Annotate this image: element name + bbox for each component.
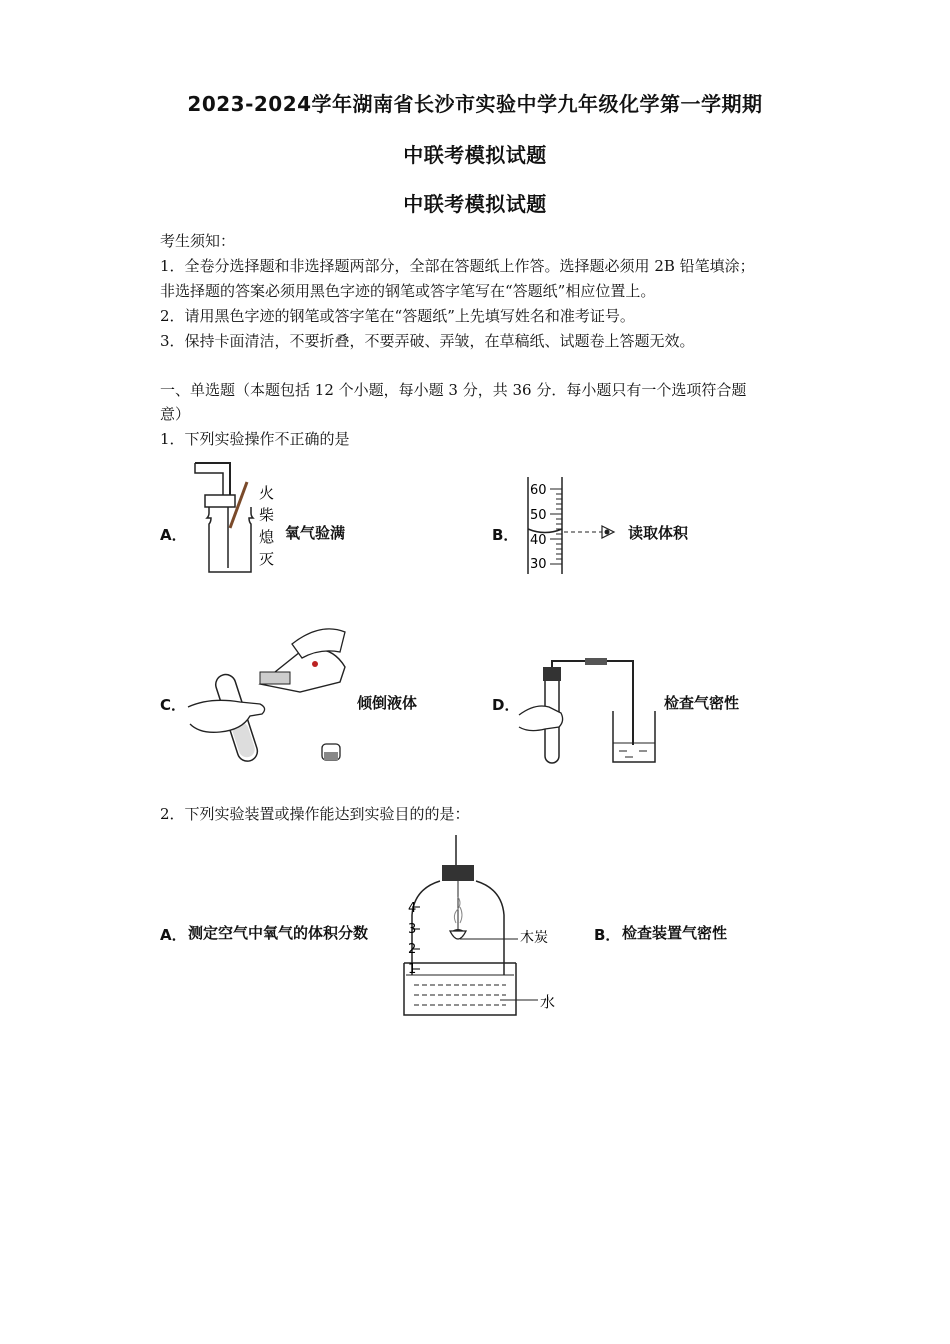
q2-option-a-letter: A． [160,926,187,944]
page-title: 2023-2024学年湖南省长沙市实验中学九年级化学第一学期期 [187,92,763,116]
page-subtitle-repeat: 中联考模拟试题 [403,192,547,216]
scale-40: 40 [530,533,547,548]
airtightness-figure [515,655,665,770]
match-label-4: 灭 [259,550,275,568]
q1-option-d-label: 检查气密性 [664,694,740,712]
section-heading-cont: 意） [160,405,191,423]
charcoal-label: 木炭 [520,930,548,946]
scale-60: 60 [530,483,547,498]
oxygen-volume-figure [400,835,565,1020]
section-heading: 一、单选题（本题包括 12 个小题，每小题 3 分，共 36 分．每小题只有一个选项符合题 [160,381,747,399]
notice-heading: 考生须知： [160,232,236,250]
q2-option-a-label: 测定空气中氧气的体积分数 [188,924,369,942]
scale-30: 30 [530,557,547,572]
oxygen-test-figure [185,460,295,580]
question-2-stem: 2．下列实验装置或操作能达到实验目的的是： [160,805,470,823]
scale-3: 3 [408,922,417,937]
q1-option-a-label: 氧气验满 [285,524,346,542]
q2-option-b-letter: B． [594,926,621,944]
match-label-1: 火 [259,484,275,502]
q1-option-b-letter: B． [492,526,519,544]
match-label-3: 熄 [259,528,275,546]
q1-option-c-label: 倾倒液体 [357,694,418,712]
notice-item-2: 2．请用黑色字迹的钢笔或答字笔在“答题纸”上先填写姓名和准考证号。 [160,307,635,325]
question-1-stem: 1．下列实验操作不正确的是 [160,430,350,448]
graduated-cylinder-figure [520,472,630,582]
notice-item-1-cont: 非选择题的答案必须用黑色字迹的钢笔或答字笔写在“答题纸”相应位置上。 [160,282,656,300]
q1-option-a-letter: A． [160,526,187,544]
q2-option-b-label: 检查装置气密性 [622,924,728,942]
q1-option-c-letter: C． [160,696,187,714]
scale-4: 4 [408,901,417,916]
pouring-liquid-figure [180,612,360,772]
q1-option-b-label: 读取体积 [628,524,689,542]
page-subtitle: 中联考模拟试题 [403,143,547,167]
water-label: 水 [540,993,556,1011]
notice-item-1: 1．全卷分选择题和非选择题两部分，全部在答题纸上作答。选择题必须用 2B 铅笔填涂； [160,257,755,275]
match-label-2: 柴 [259,506,275,524]
scale-2: 2 [408,942,417,957]
scale-50: 50 [530,508,547,523]
notice-item-3: 3．保持卡面清洁，不要折叠，不要弄破、弄皱，在草稿纸、试题卷上答题无效。 [160,332,695,350]
scale-1: 1 [408,962,417,977]
q1-option-d-letter: D． [492,696,520,714]
